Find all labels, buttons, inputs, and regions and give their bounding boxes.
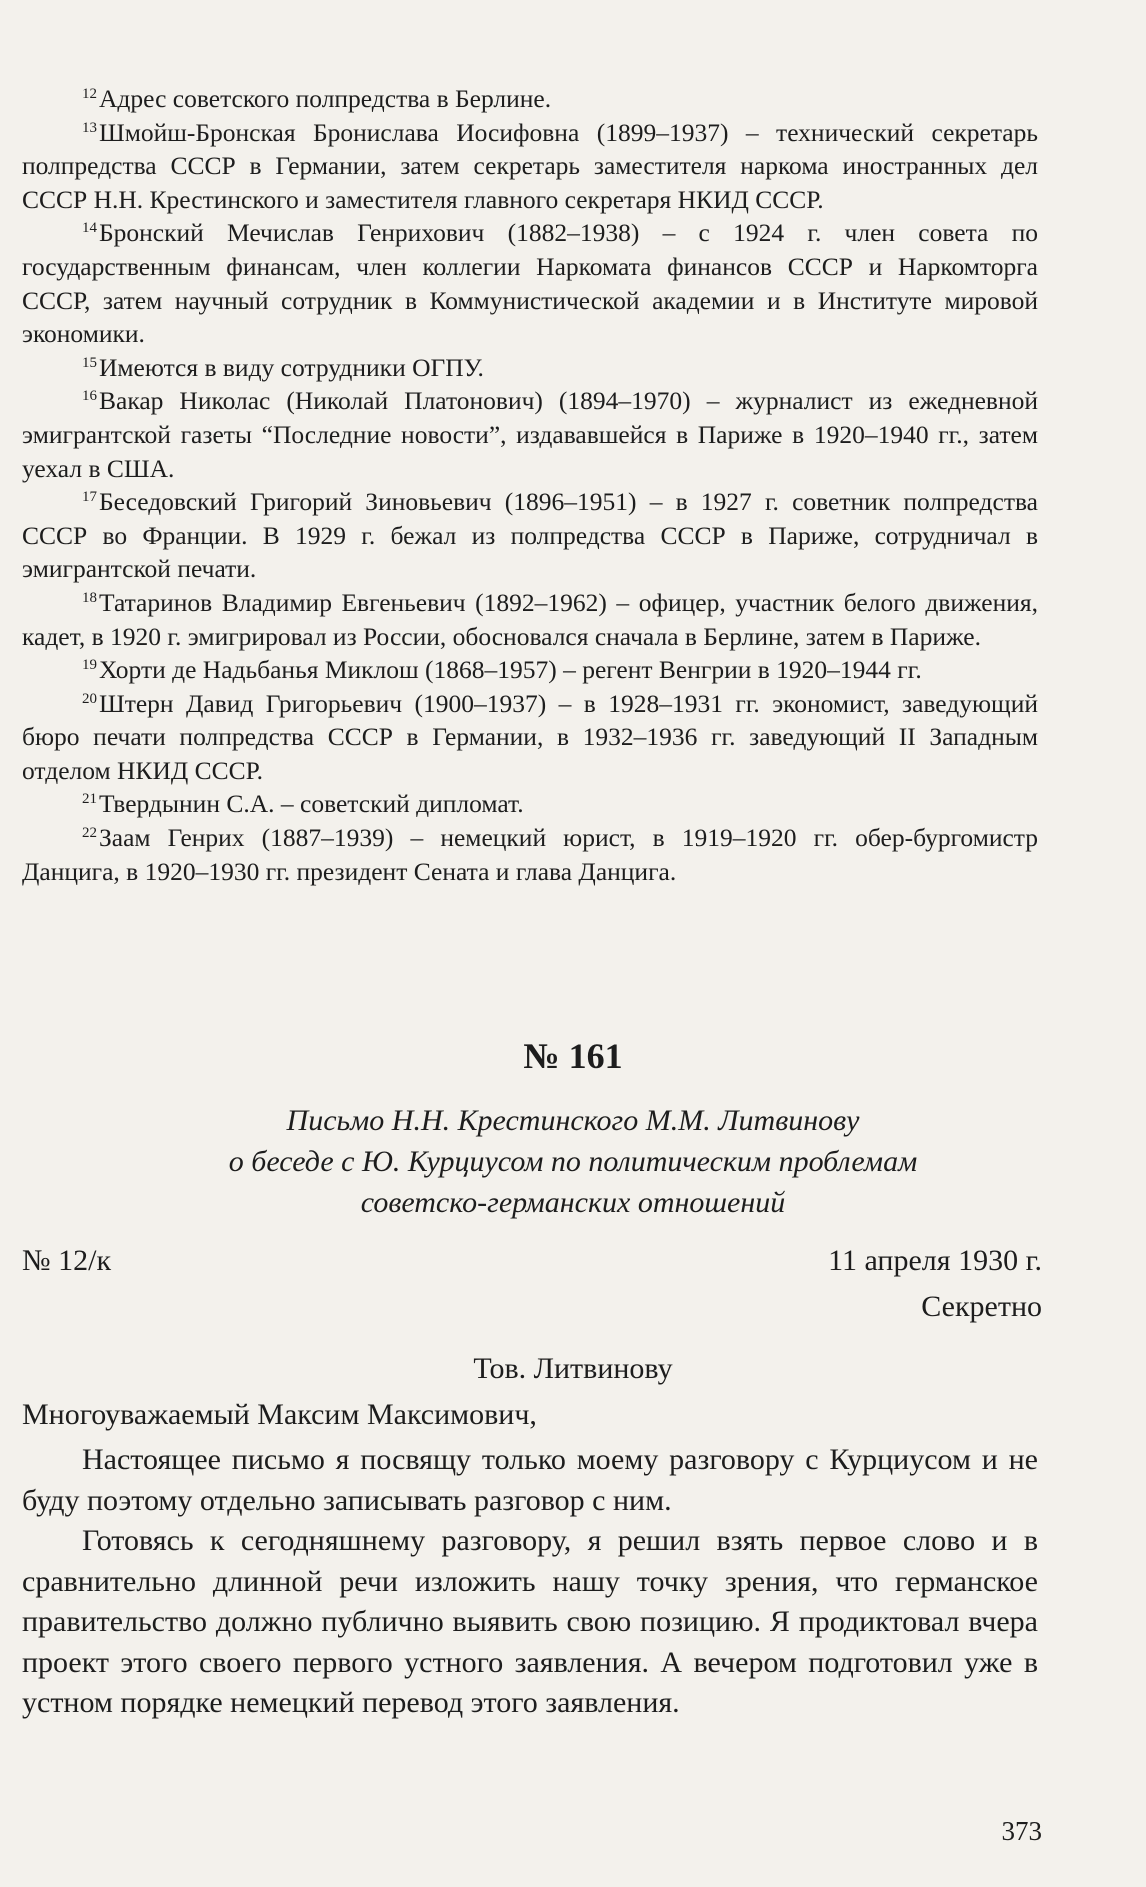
footnote-text: Вакар Николас (Николай Платонович) (1894–1970) – журналист из ежедневной эмигрантской газеты “Последние новости”, издававшейся в Париже в 1920–1940 гг., затем уехал в США. <box>22 386 1038 483</box>
footnote-text: Имеются в виду сотрудники ОГПУ. <box>99 352 484 382</box>
page-number: 373 <box>1001 1816 1042 1846</box>
footnote-text: Татаринов Владимир Евгеньевич (1892–1962) – офицер, участник белого движения, кадет, в 1920 г. эмигрировал из России, обосновался сначала в Берлине, затем в Париже. <box>22 587 1038 651</box>
footnote-text: Адрес советского полпредства в Берлине. <box>99 84 552 113</box>
registration-number: № 12/к <box>22 1244 112 1277</box>
document-title-line: Письмо Н.Н. Крестинского М.М. Литвинову <box>286 1104 860 1137</box>
footnote-21 <box>22 787 1038 821</box>
footnote-number: 15 <box>82 354 97 371</box>
footnote-text: Заам Генрих (1887–1939) – немецкий юрист, в 1919–1920 гг. обер-бургомистр Данцига, в 1920–1930 гг. президент Сената и глава Данцига. <box>22 823 1038 886</box>
footnote-number: 19 <box>82 657 97 674</box>
footnote-22 <box>22 821 1038 888</box>
document-title-line: о беседе с Ю. Курциусом по политическим проблемам <box>228 1145 918 1178</box>
addressee: Тов. Литвинову <box>473 1352 673 1385</box>
footnote-18 <box>22 586 1038 653</box>
footnote-number: 12 <box>82 86 97 102</box>
footnote-13 <box>22 116 1038 217</box>
footnote-text: Твердынин С.А. – советский дипломат. <box>99 789 524 819</box>
document-date: 11 апреля 1930 г. <box>828 1244 1042 1277</box>
footnote-text: Бронский Мечислав Генрихович (1882–1938) – с 1924 г. член совета по государственным финансам, член коллегии Наркомата финансов СССР и Наркомторга СССР, затем научный сотрудник в Коммунистической академии и в Институте мировой экономики. <box>22 218 1038 349</box>
footnote-15 <box>22 351 1038 385</box>
document-title <box>60 1100 1086 1223</box>
footnote-12 <box>22 82 1038 116</box>
footnote-16 <box>22 384 1038 485</box>
body-paragraph: Настоящее письмо я посвящу только моему разговору с Курциусом и не буду поэтому отдельно записывать разговор с ним. <box>22 1443 1038 1517</box>
footnote-text: Шмойш-Бронская Бронислава Иосифовна (1899–1937) – технический секретарь полпредства СССР в Германии, затем секретарь заместителя наркома иностранных дел СССР Н.Н. Крестинского и заместителя главного секретаря НКИД СССР. <box>22 117 1038 214</box>
footnote-number: 22 <box>82 825 97 842</box>
footnote-number: 17 <box>82 489 97 506</box>
footnote-number: 20 <box>82 690 97 707</box>
footnote-14 <box>22 216 1038 350</box>
footnote-number: 18 <box>82 589 97 606</box>
letter-body <box>22 1440 1038 1724</box>
footnote-text: Штерн Давид Григорьевич (1900–1937) – в 1928–1931 гг. экономист, заведующий бюро печати полпредства СССР в Германии, в 1932–1936 гг. заведующий II Западным отделом НКИД СССР. <box>22 688 1038 785</box>
classification-mark: Секретно <box>921 1290 1042 1323</box>
footnote-number: 13 <box>82 119 97 136</box>
document-title-line: советско-германских отношений <box>360 1186 786 1219</box>
footnotes <box>22 82 1038 888</box>
footnote-number: 14 <box>82 220 97 237</box>
footnote-number: 21 <box>82 791 97 808</box>
footnote-19 <box>22 653 1038 687</box>
footnote-number: 16 <box>82 388 97 405</box>
footnote-17 <box>22 485 1038 586</box>
salutation: Многоуважаемый Максим Максимович, <box>22 1398 537 1431</box>
footnote-20 <box>22 687 1038 788</box>
footnote-text: Беседовский Григорий Зиновьевич (1896–1951) – в 1927 г. советник полпредства СССР во Франции. В 1929 г. бежал из полпредства СССР в Париже, сотрудничал в эмигрантской печати. <box>22 487 1038 584</box>
body-paragraph: Готовясь к сегодняшнему разговору, я решил взять первое слово и в сравнительно длинной речи изложить нашу точку зрения, что германское правительство должно публично выявить свою позицию. Я продиктовал вчера проект этого своего первого устного заявления. А вечером подготовил уже в устном порядке немецкий перевод этого заявления. <box>22 1524 1038 1719</box>
document-number: № 161 <box>523 1036 623 1076</box>
footnote-text: Хорти де Надьбанья Миклош (1868–1957) – регент Венгрии в 1920–1944 гг. <box>99 655 922 685</box>
